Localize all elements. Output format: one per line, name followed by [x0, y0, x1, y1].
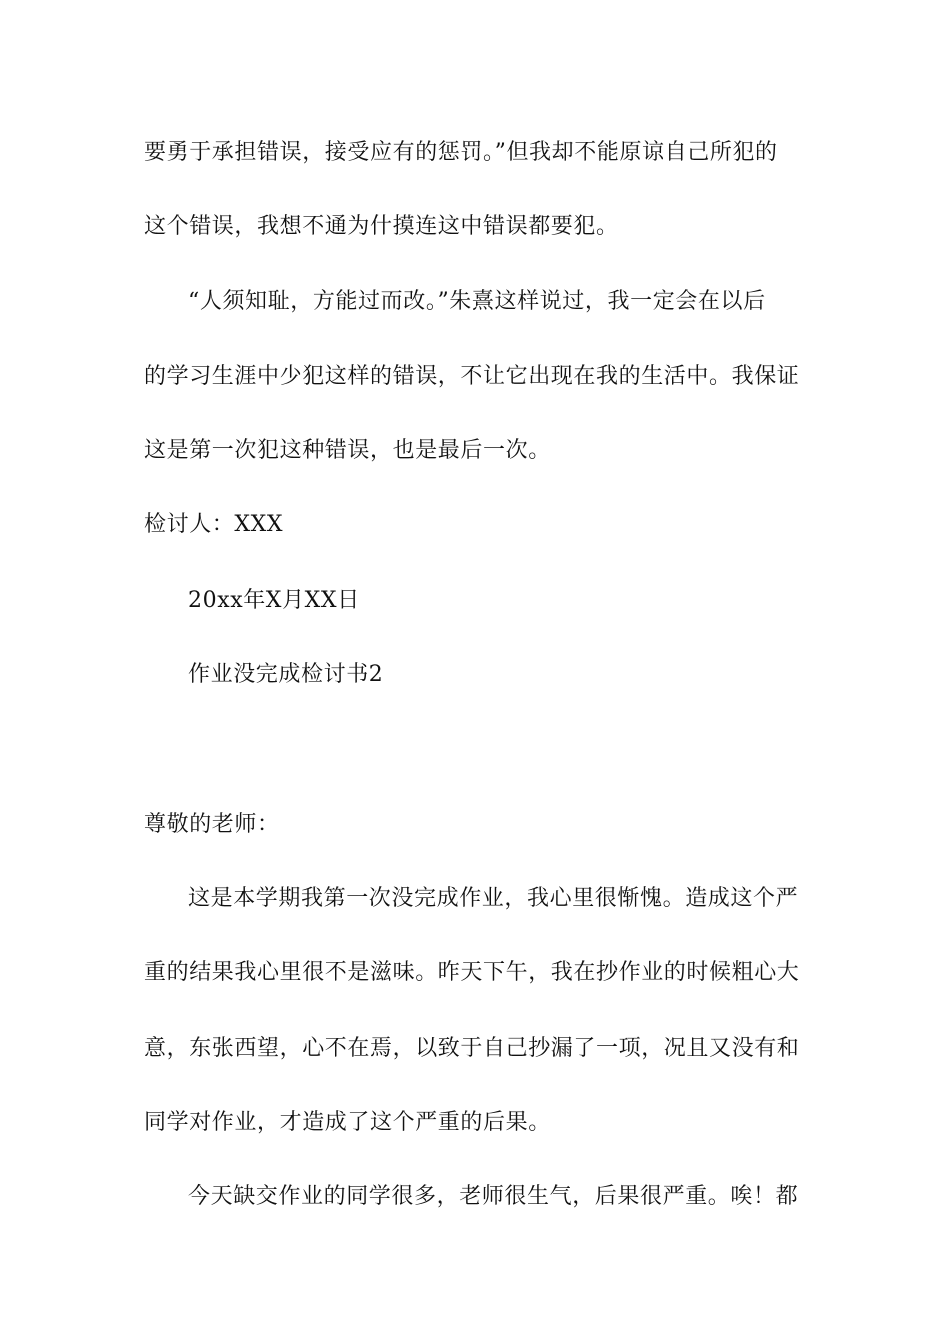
paragraph-line: 这是本学期我第一次没完成作业，我心里很惭愧。造成这个严 [188, 886, 799, 911]
paragraph-line: “人须知耻，方能过而改。”朱熹这样说过，我一定会在以后 [188, 289, 766, 314]
paragraph-line: 今天缺交作业的同学很多，老师很生气，后果很严重。唉！都 [188, 1184, 799, 1209]
salutation: 尊敬的老师： [144, 812, 280, 837]
section-title: 作业没完成检讨书2 [188, 662, 384, 687]
paragraph-line: 重的结果我心里很不是滋味。昨天下午，我在抄作业的时候粗心大 [144, 960, 800, 985]
signatory-line: 检讨人：XXX [144, 512, 284, 537]
paragraph-line: 的学习生涯中少犯这样的错误，不让它出现在我的生活中。我保证 [144, 364, 800, 389]
paragraph-line: 同学对作业，才造成了这个严重的后果。 [144, 1110, 551, 1135]
date-line: 20xx年X月XX日 [188, 588, 360, 613]
paragraph-line: 要勇于承担错误，接受应有的惩罚。”但我却不能原谅自己所犯的 [144, 140, 778, 165]
paragraph-line: 这个错误，我想不通为什摸连这中错误都要犯。 [144, 214, 619, 239]
paragraph-line: 这是第一次犯这种错误，也是最后一次。 [144, 438, 551, 463]
paragraph-line: 意，东张西望，心不在焉，以致于自己抄漏了一项，况且又没有和 [144, 1036, 800, 1061]
